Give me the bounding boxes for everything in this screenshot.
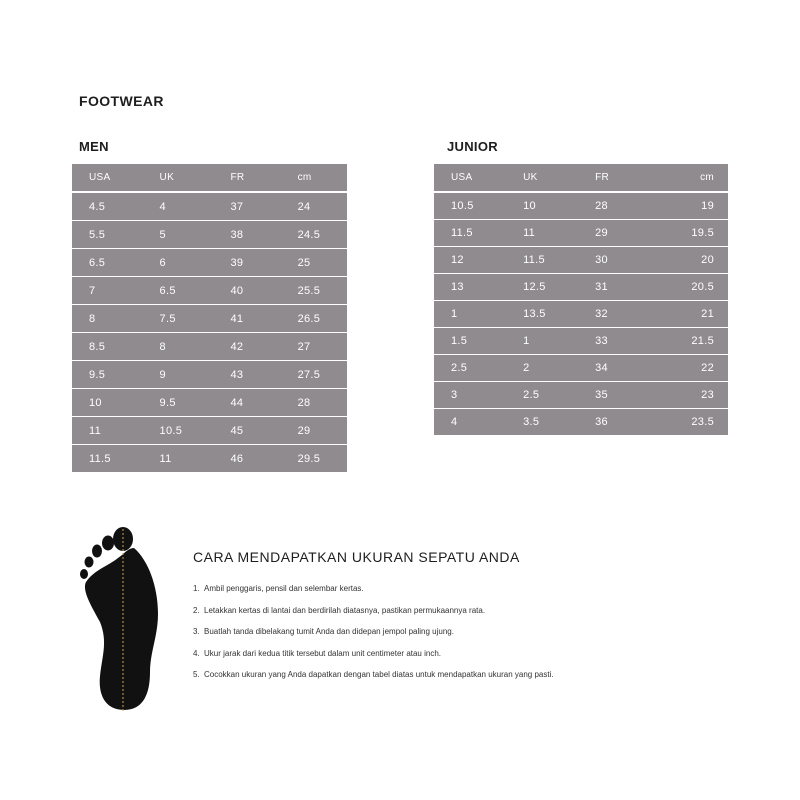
table-row [72,389,347,417]
step-number: 5. [193,670,200,679]
junior-cell-uk: 11.5 [506,247,578,274]
men-cell-usa: 10 [72,389,143,417]
men-size-table [72,164,347,472]
table-row [72,417,347,445]
step-number: 1. [193,584,200,593]
men-cell-uk: 10.5 [143,417,214,445]
list-item [193,626,554,648]
men-cell-usa: 6.5 [72,249,143,277]
men-cell-uk: 7.5 [143,305,214,333]
men-cell-uk: 6.5 [143,277,214,305]
junior-cell-usa: 4 [451,416,458,428]
table-row [434,328,728,355]
footprint-icon [78,526,168,716]
junior-cell-cm: 19.5 [647,220,728,247]
junior-cell-fr: 30 [578,247,646,274]
men-section-title: MEN [79,139,109,154]
men-table-body [72,192,347,472]
men-cell-usa: 4.5 [72,192,143,221]
junior-cell-usa: 10.5 [434,192,506,220]
junior-cell-fr: 31 [578,274,646,301]
junior-cell-fr: 35 [578,382,646,409]
junior-cell-cm: 19 [647,192,728,220]
junior-cell-usa: 12 [434,247,506,274]
table-row [72,305,347,333]
junior-cell-cm: 20 [647,247,728,274]
junior-cell-cm: 23 [647,382,728,409]
men-cell-cm: 26.5 [281,305,347,333]
junior-cell-usa: 3 [434,382,506,409]
list-item [193,648,554,670]
step-text: Buatlah tanda dibelakang tumit Anda dan didepan jempol paling ujung. [204,627,454,636]
step-number: 4. [193,648,200,658]
junior-cell-uk: 11 [506,220,578,247]
men-cell-usa: 7 [72,277,143,305]
men-cell-fr: 44 [213,389,280,417]
junior-cell-usa: 2.5 [434,355,506,382]
junior-cell-cm: 22 [647,355,728,382]
table-row [72,445,347,473]
junior-cell-cm: 23.5 [691,416,714,428]
men-cell-fr: 41 [213,305,280,333]
junior-cell-uk: 2 [506,355,578,382]
junior-cell-cm: 20.5 [647,274,728,301]
column-header-uk: UK [143,164,214,192]
step-number: 2. [193,605,200,615]
table-row [72,221,347,249]
junior-cell-cm: 21.5 [647,328,728,355]
men-cell-uk: 4 [143,192,214,221]
table-row [72,249,347,277]
list-item [193,583,554,605]
table-header-row [434,164,728,192]
table-row [72,277,347,305]
junior-section-title: JUNIOR [447,139,498,154]
table-row [434,355,728,382]
men-cell-cm: 29.5 [297,452,321,465]
column-header-fr: FR [213,164,280,192]
men-cell-fr: 40 [213,277,280,305]
men-cell-fr: 45 [213,417,280,445]
men-cell-cm: 24 [281,192,347,221]
table-row [434,382,728,409]
step-text: Ambil penggaris, pensil dan selembar kertas. [204,584,364,593]
men-cell-fr: 38 [213,221,280,249]
junior-size-table [434,164,728,435]
page-title: FOOTWEAR [79,93,164,109]
junior-cell-fr: 28 [578,192,646,220]
men-cell-uk: 11 [159,452,172,465]
men-cell-usa: 11 [72,417,143,445]
men-cell-usa: 11.5 [89,452,111,465]
step-number: 3. [193,627,200,636]
men-cell-usa: 8 [72,305,143,333]
instruction-list [193,583,554,691]
step-text: Cocokkan ukuran yang Anda dapatkan dengan tabel diatas untuk mendapatkan ukuran yang pasti. [204,670,554,679]
men-cell-uk: 6 [143,249,214,277]
junior-cell-fr: 29 [578,220,646,247]
men-cell-uk: 9 [143,361,214,389]
junior-cell-usa: 13 [434,274,506,301]
men-cell-fr: 43 [213,361,280,389]
junior-cell-uk: 3.5 [523,416,540,428]
men-cell-fr: 46 [230,452,244,465]
junior-cell-uk: 10 [506,192,578,220]
table-row [434,247,728,274]
junior-cell-usa: 1.5 [434,328,506,355]
junior-cell-uk: 12.5 [506,274,578,301]
men-cell-cm: 28 [281,389,347,417]
junior-cell-usa: 1 [434,301,506,328]
table-row [434,192,728,220]
table-row [434,301,728,328]
men-cell-cm: 25 [281,249,347,277]
junior-cell-fr: 33 [578,328,646,355]
step-text: Ukur jarak dari kedua titik tersebut dalam unit centimeter atau inch. [204,648,442,658]
table-header-row [72,164,347,192]
junior-cell-fr: 36 [595,416,608,428]
men-cell-cm: 24.5 [281,221,347,249]
table-row [72,333,347,361]
junior-cell-usa: 11.5 [434,220,506,247]
table-row [434,220,728,247]
junior-table-body [434,192,728,435]
column-header-usa: USA [434,164,506,192]
men-cell-uk: 9.5 [143,389,214,417]
table-row [72,192,347,221]
men-cell-fr: 37 [213,192,280,221]
column-header-uk: UK [506,164,578,192]
men-cell-cm: 27 [281,333,347,361]
junior-cell-cm: 21 [647,301,728,328]
men-cell-usa: 9.5 [72,361,143,389]
list-item [193,605,554,627]
men-cell-cm: 25.5 [281,277,347,305]
guide-title: CARA MENDAPATKAN UKURAN SEPATU ANDA [193,549,520,565]
men-cell-fr: 42 [213,333,280,361]
column-header-cm: cm [281,164,347,192]
men-cell-usa: 8.5 [72,333,143,361]
men-cell-uk: 5 [143,221,214,249]
men-cell-uk: 8 [143,333,214,361]
junior-cell-uk: 1 [506,328,578,355]
men-cell-cm: 29 [281,417,347,445]
table-row [72,361,347,389]
junior-cell-uk: 2.5 [506,382,578,409]
junior-cell-fr: 34 [578,355,646,382]
junior-cell-fr: 32 [578,301,646,328]
table-row [434,274,728,301]
junior-cell-uk: 13.5 [506,301,578,328]
column-header-cm: cm [647,164,728,192]
column-header-fr: FR [578,164,646,192]
men-cell-fr: 39 [213,249,280,277]
men-cell-usa: 5.5 [72,221,143,249]
table-row [434,409,728,436]
list-item [193,669,554,691]
men-cell-cm: 27.5 [281,361,347,389]
column-header-usa: USA [72,164,143,192]
step-text: Letakkan kertas di lantai dan berdirilah diatasnya, pastikan permukaannya rata. [204,605,486,615]
